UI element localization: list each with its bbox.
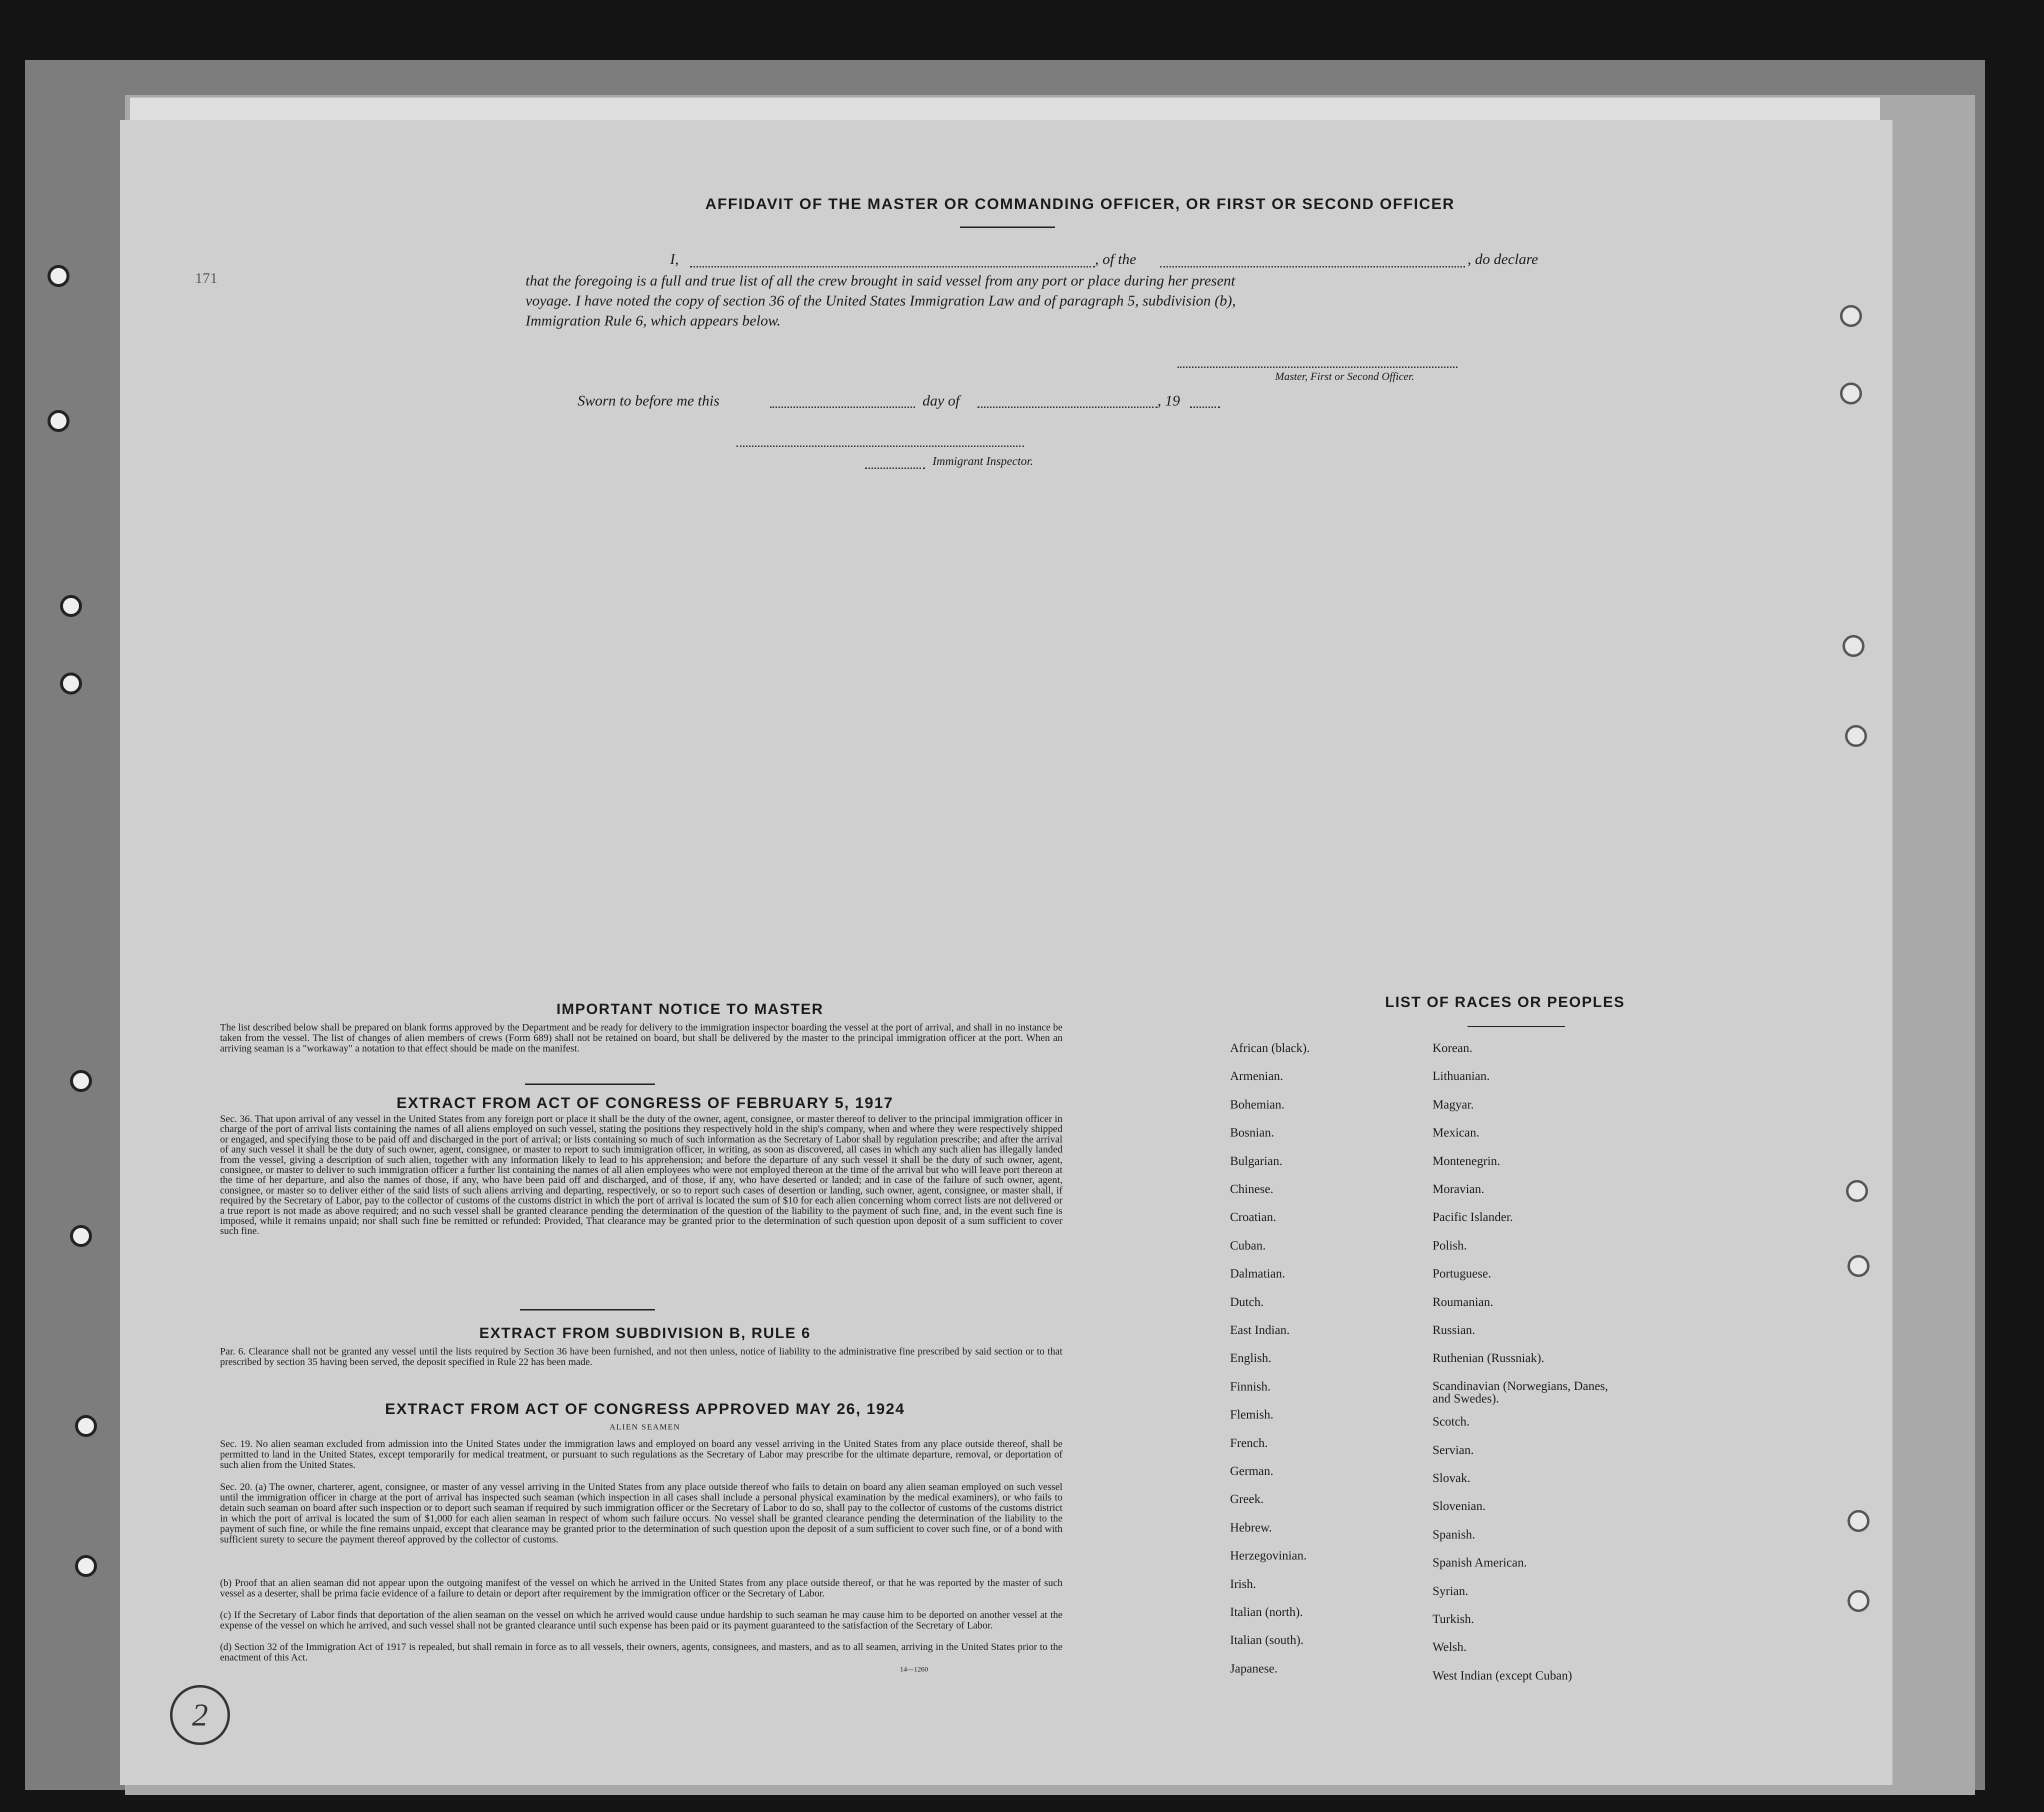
section-rule — [525, 1084, 655, 1085]
extract-1924-sec20d: (d) Section 32 of the Immigration Act of 1917 is repealed, but shall remain in force as to all vessels, their owners, agents, consignees, and masters, and as to all seamen, arriving in the United States prior to the enactment of this Act. — [220, 1642, 1062, 1663]
form-number: 14—1260 — [900, 1666, 928, 1674]
inspector-blank[interactable] — [736, 446, 1024, 447]
race-item: Japanese. — [1230, 1662, 1278, 1676]
binder-hole — [75, 1555, 97, 1577]
race-item: Dutch. — [1230, 1296, 1264, 1309]
declaration-prefix: I, — [670, 251, 679, 268]
binder-hole — [48, 265, 70, 287]
race-item: Montenegrin. — [1432, 1154, 1500, 1168]
sworn-prefix: Sworn to before me this — [578, 392, 720, 409]
sworn-line — [578, 392, 1278, 412]
race-item: Magyar. — [1432, 1098, 1474, 1112]
race-item: Chinese. — [1230, 1182, 1274, 1196]
rule6-text: Par. 6. Clearance shall not be granted any vessel until the lists required by Section 36 have been furnished, and not then unless, notice of liability to the administrative fine prescribed by said section or to that prescribed by section 35 having been served, the deposit specified in Rule 22 has been made. — [220, 1346, 1062, 1368]
signature-caption: Master, First or Second Officer. — [1275, 370, 1414, 382]
sworn-day-of: day of — [922, 392, 960, 409]
races-title: LIST OF RACES OR PEOPLES — [1385, 994, 1625, 1010]
race-item: Pacific Islander. — [1432, 1210, 1514, 1224]
race-item: French. — [1230, 1436, 1268, 1450]
declaration-line-3: voyage. I have noted the copy of section 36 of the United States Immigration Law and of paragraph 5, subdivision (b), — [526, 292, 1236, 309]
race-item: Cuban. — [1230, 1239, 1266, 1252]
race-item: Flemish. — [1230, 1408, 1274, 1422]
punch-hole — [1840, 382, 1862, 404]
race-item: Bulgarian. — [1230, 1154, 1282, 1168]
race-item: English. — [1230, 1352, 1272, 1365]
punch-hole — [1842, 635, 1864, 657]
race-item: Slovak. — [1432, 1472, 1470, 1485]
binder-hole — [60, 672, 82, 694]
race-item: Moravian. — [1432, 1182, 1484, 1196]
title-rule — [960, 226, 1055, 228]
races-rule — [1468, 1026, 1565, 1027]
margin-mark: 171 — [195, 270, 218, 286]
punch-hole — [1846, 1180, 1868, 1202]
race-item: East Indian. — [1230, 1324, 1290, 1337]
race-item: Polish. — [1432, 1239, 1467, 1252]
race-item: Armenian. — [1230, 1070, 1284, 1083]
form-sheet — [120, 120, 1892, 1785]
race-item: Dalmatian. — [1230, 1267, 1286, 1280]
punch-hole — [1840, 305, 1862, 327]
notice-title: IMPORTANT NOTICE TO MASTER — [556, 1001, 824, 1018]
race-item: Greek. — [1230, 1492, 1264, 1506]
race-item: Italian (south). — [1230, 1634, 1304, 1647]
race-item: Mexican. — [1432, 1126, 1480, 1140]
binder-hole — [70, 1070, 92, 1092]
race-item: Finnish. — [1230, 1380, 1271, 1394]
binder-hole — [75, 1415, 97, 1437]
extract-1917-text: Sec. 36. That upon arrival of any vessel in the United States from any foreign port or place it shall be the duty of the owner, agent, consignee, or master thereof to deliver to the principal immigration officer in charge of the port of arrival lists containing the names of all aliens employed on such vessel, stating the positions they respectively hold in the ship's company, when and where they were respectively shipped or engaged, and specifying those to be paid off and discharged in the port of arrival; or lists containing so much of such information as the Secretary of Labor shall by regulation prescribe; and after the arrival of any such vessel it shall be the duty of such owner, agent, consignee, or master to report to such immigration officer, in writing, as soon as discovered, all cases in which any such alien has illegally landed from the vessel, giving a description of such alien, together with any information likely to lead to his apprehension; and before the departure of any such vessel it shall be the duty of such owner, agent, consignee, or master to deliver to such immigration officer a further list containing the names of all alien employees who were not employed thereon at the time of the arrival but who will leave port thereon at the time of her departure, and also the names of those, if any, who have been paid off and discharged, and of those, if any, who have deserted or landed; and in case of the failure of such owner, agent, consignee, or master so to deliver either of the said lists of such aliens arriving and departing, respectively, or so to report such cases of desertion or landing, such owner, agent, consignee, or master shall, if required by the Secretary of Labor, pay to the collector of customs of the customs district in which the port of arrival is located the sum of $10 for each alien concerning whom correct lists are not delivered or a true report is not made as above required; and no such vessel shall be granted clearance pending the determination of the question of the liability to the payment of such fine, and, in the event such fine is imposed, while it remains unpaid; nor shall such fine be remitted or refunded: Provided, That clearance may be granted prior to the determination of such question upon deposit of a sum sufficient to cover such fine. — [220, 1114, 1062, 1237]
extract-1924-sec20b: (b) Proof that an alien seaman did not appear upon the outgoing manifest of the vessel on which he arrived in the United States from any place outside thereof, or that he was reported by the master of such vessel as a deserter, shall be prima facie evidence of a failure to detain or deport after requirement by the immigration officer or the Secretary of Labor. — [220, 1578, 1062, 1599]
declaration-do-declare: , do declare — [1468, 251, 1538, 268]
race-item: Korean. — [1432, 1042, 1472, 1055]
declaration-line-4: Immigration Rule 6, which appears below. — [526, 312, 781, 329]
name-blank[interactable] — [690, 266, 1095, 268]
race-item: Scandinavian (Norwegians, Danes, and Swedes). — [1432, 1380, 1608, 1406]
race-item: African (black). — [1230, 1042, 1310, 1055]
signature-blank[interactable] — [1178, 366, 1458, 368]
binder-hole — [60, 595, 82, 617]
page-number-circle: 2 — [170, 1685, 230, 1745]
race-item: Portuguese. — [1432, 1267, 1492, 1280]
race-item: Irish. — [1230, 1578, 1256, 1591]
race-item: Spanish. — [1432, 1528, 1476, 1542]
sworn-date-blank[interactable] — [770, 406, 915, 408]
punch-hole — [1848, 1510, 1870, 1532]
binder-hole — [48, 410, 70, 432]
punch-hole — [1848, 1255, 1870, 1277]
punch-hole — [1845, 725, 1867, 747]
race-item: Scotch. — [1432, 1415, 1470, 1428]
binder-hole — [70, 1225, 92, 1247]
race-item: Turkish. — [1432, 1612, 1474, 1626]
inspector-blank-2[interactable] — [865, 468, 925, 469]
sworn-year-blank[interactable] — [1190, 406, 1220, 408]
declaration-line-1 — [570, 251, 1625, 271]
race-item: Slovenian. — [1432, 1500, 1486, 1513]
race-item: Roumanian. — [1432, 1296, 1494, 1309]
rule6-title: EXTRACT FROM SUBDIVISION B, RULE 6 — [479, 1325, 811, 1342]
punch-hole — [1848, 1590, 1870, 1612]
section-rule — [520, 1309, 655, 1310]
race-item: Lithuanian. — [1432, 1070, 1490, 1083]
race-item: Bosnian. — [1230, 1126, 1274, 1140]
extract-1924-sec19: Sec. 19. No alien seaman excluded from admission into the United States under the immigration laws and employed on board any vessel arriving in the United States from any place outside thereof, shall be permitted to land in the United States, except temporarily for medical treatment, or pursuant to such regulations as the Secretary of Labor may prescribe for the ultimate departure, removal, or deportation of such alien from the United States. — [220, 1438, 1062, 1470]
race-item: Spanish American. — [1432, 1556, 1527, 1570]
race-item: German. — [1230, 1464, 1274, 1478]
race-item: Hebrew. — [1230, 1521, 1272, 1534]
extract-1924-sec20c: (c) If the Secretary of Labor finds that deportation of the alien seaman on the vessel on which he arrived would cause undue hardship to such seaman he may cause him to be deported on another vessel at the expense of the vessel on which he arrived, and such vessel shall not be granted clearance until such expense has been paid or its payment guaranteed to the satisfaction of the Secretary of Labor. — [220, 1610, 1062, 1631]
inspector-caption: Immigrant Inspector. — [932, 455, 1034, 468]
race-item: Italian (north). — [1230, 1606, 1303, 1619]
race-item: Herzegovinian. — [1230, 1549, 1307, 1562]
race-item: Bohemian. — [1230, 1098, 1285, 1112]
race-item: Croatian. — [1230, 1210, 1276, 1224]
race-item: Ruthenian (Russniak). — [1432, 1352, 1544, 1365]
extract-1924-title: EXTRACT FROM ACT OF CONGRESS APPROVED MAY 26, 1924 — [385, 1400, 905, 1418]
race-item: Welsh. — [1432, 1640, 1467, 1654]
notice-text: The list described below shall be prepared on blank forms approved by the Department and be ready for delivery to the immigration inspector boarding the vessel at the port of arrival, and shall in no instance be taken from the vessel. The list of changes of alien members of crews (Form 689) shall not be retained on board, but shall be delivered by the master to the principal immigration officer at the port. When an arriving seaman is a "workaway" a notation to that effect should be made on the manifest. — [220, 1022, 1062, 1054]
affidavit-title: AFFIDAVIT OF THE MASTER OR COMMANDING OFFICER, OR FIRST OR SECOND OFFICER — [705, 195, 1455, 212]
sworn-month-blank[interactable] — [978, 406, 1158, 408]
vessel-blank[interactable] — [1160, 266, 1465, 268]
race-item: Syrian. — [1432, 1584, 1468, 1598]
race-item: Servian. — [1432, 1444, 1474, 1457]
race-item: Russian. — [1432, 1324, 1476, 1337]
extract-1917-title: EXTRACT FROM ACT OF CONGRESS OF FEBRUARY 5, 1917 — [396, 1094, 894, 1112]
declaration-line-2: that the foregoing is a full and true list of all the crew brought in said vessel from any port or place during her present — [526, 272, 1236, 289]
sworn-year: , 19 — [1158, 392, 1180, 409]
declaration-of-the: , of the — [1095, 251, 1136, 268]
extract-1924-sec20a: Sec. 20. (a) The owner, charterer, agent, consignee, or master of any vessel arriving in the United States from any place outside thereof who fails to detain on board any alien seaman employed on such vessel until the immigration officer in charge at the port of arrival has inspected such seaman (which inspection in all cases shall include a personal physical examination by the medical examiners), or who fails to detain such seaman on board after such inspection or to deport such seaman if required by such immigration officer or the Secretary of Labor to do so, shall pay to the collector of customs of the customs district in which the port of arrival is located the sum of $1,000 for each alien seaman in respect of whom such failure occurs. No vessel shall be granted clearance pending the determination of the liability to the payment of such fine, or while the fine remains unpaid, except that clearance may be granted prior to the determination of such question upon the deposit of a sum sufficient to cover such fine, or of a bond with sufficient surety to secure the payment thereof approved by the collector of customs. — [220, 1482, 1062, 1545]
extract-1924-subtitle: ALIEN SEAMEN — [610, 1423, 680, 1432]
race-item: West Indian (except Cuban) — [1432, 1669, 1572, 1682]
